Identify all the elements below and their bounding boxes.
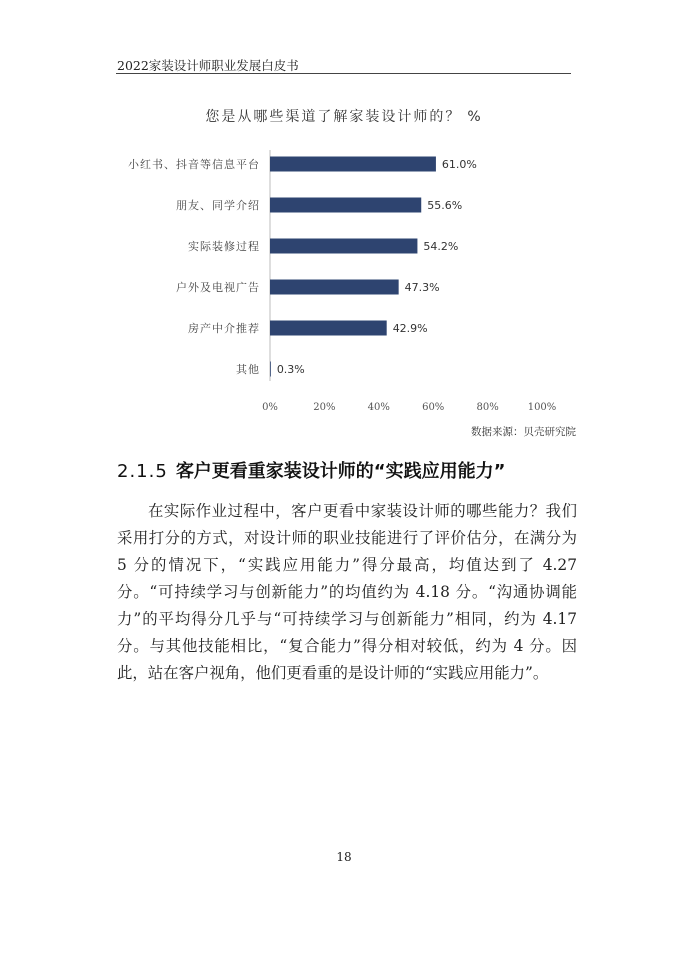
- x-tick-label: 20%: [313, 402, 336, 413]
- page-number: 18: [336, 850, 352, 864]
- body-paragraph: 在实际作业过程中，客户更看中家装设计师的哪些能力？我们采用打分的方式，对设计师的职业技能进行了评价估分，在满分为 5 分的情况下，“实践应用能力”得分最高，均值达到了 4.27 分。“可持续学习与创新能力”的均值约为 4.18 分。“沟通协调能力”的平均得分几乎与“可持续学习与创新能力”相同，约为 4.17 分。与其他技能相比，“复合能力”得分相对较低，约为 4 分。因此，站在客户视角，他们更看重的是设计师的“实践应用能力”。: [117, 502, 577, 682]
- data-label: 61.0%: [441, 158, 477, 171]
- chart-title: 您是从哪些渠道了解家装设计师的？: [205, 109, 462, 125]
- bar-0: [270, 157, 436, 172]
- category-label: 朋友、同学介绍: [176, 199, 260, 212]
- x-tick-label: 40%: [367, 402, 390, 413]
- x-tick-label: 100%: [527, 402, 557, 413]
- bar-3: [270, 280, 399, 295]
- x-tick-label: 80%: [476, 402, 499, 413]
- bar-1: [270, 198, 421, 213]
- category-label: 实际装修过程: [188, 240, 260, 253]
- data-label: 0.3%: [276, 363, 305, 376]
- x-tick-label: 0%: [262, 402, 278, 413]
- bar-4: [270, 321, 387, 336]
- data-label: 47.3%: [404, 281, 440, 294]
- bar-2: [270, 239, 417, 254]
- section-number: 2.1.5: [117, 461, 168, 482]
- data-label: 55.6%: [427, 199, 463, 212]
- data-label: 54.2%: [423, 240, 459, 253]
- category-label: 户外及电视广告: [176, 281, 260, 294]
- category-label: 小红书、抖音等信息平台: [128, 158, 260, 171]
- document-header-title: 2022家装设计师职业发展白皮书: [117, 58, 299, 73]
- category-label: 房产中介推荐: [188, 322, 260, 335]
- data-label: 42.9%: [392, 322, 428, 335]
- category-label: 其他: [236, 363, 260, 376]
- section-title: 客户更看重家装设计师的“实践应用能力”: [175, 461, 506, 482]
- x-tick-label: 60%: [422, 402, 445, 413]
- bar-5: [270, 362, 271, 377]
- data-source-note: 数据来源：贝壳研究院: [471, 426, 576, 438]
- section-heading: [117, 457, 505, 483]
- chart-unit-label: %: [467, 109, 483, 125]
- bar-chart: [0, 0, 688, 440]
